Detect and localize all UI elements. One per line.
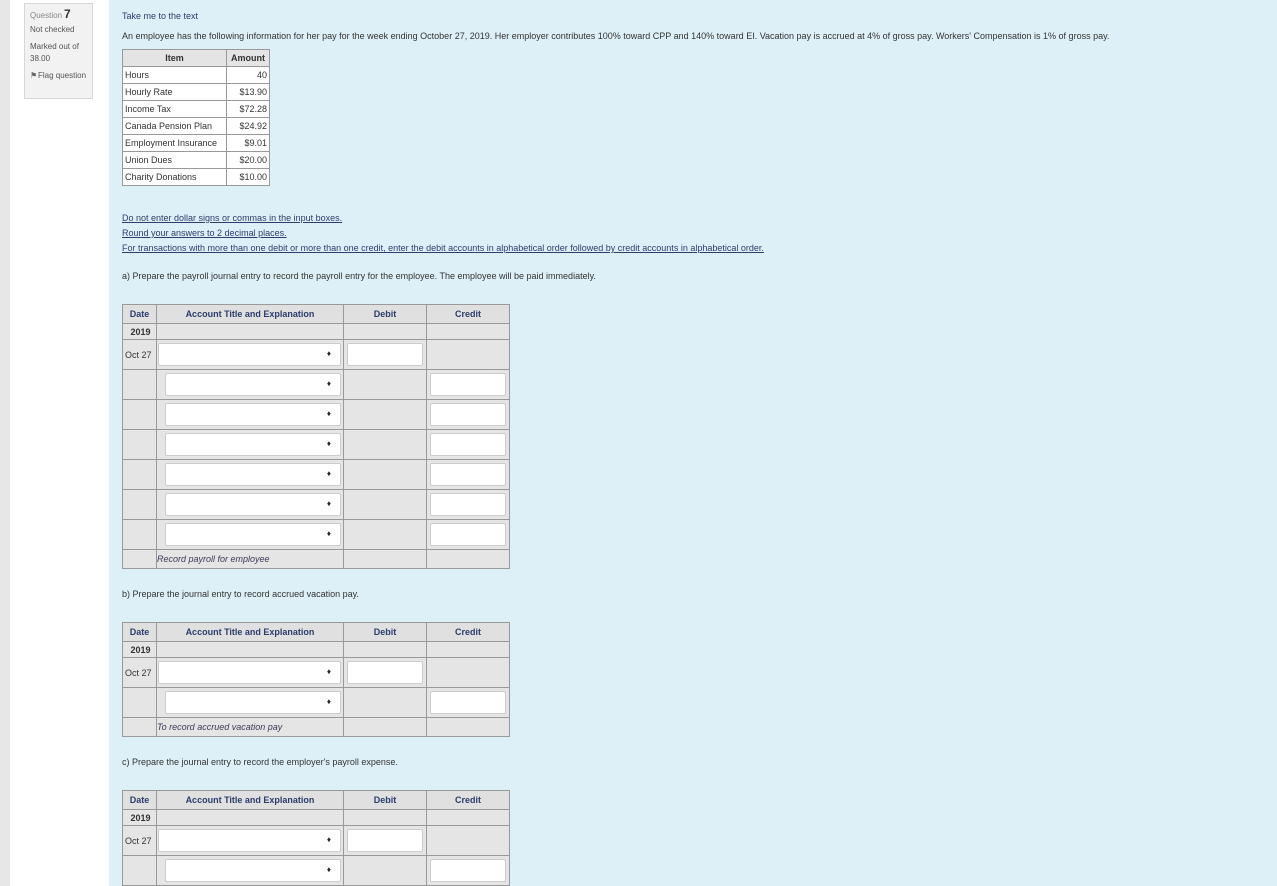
select-arrow-icon: ♦ [326, 379, 331, 388]
journal-prompt: b) Prepare the journal entry to record accrued vacation pay. [122, 589, 359, 599]
question-marks: Marked out of 38.00 [30, 42, 79, 63]
column-header-account: Account Title and Explanation [157, 305, 344, 324]
column-header-account: Account Title and Explanation [157, 623, 344, 642]
item-cell: Union Dues [123, 152, 227, 169]
year-cell: 2019 [123, 810, 157, 826]
account-select[interactable] [158, 343, 341, 366]
credit-input[interactable] [430, 463, 506, 486]
column-header-debit: Debit [344, 791, 427, 810]
debit-line [123, 340, 510, 370]
column-header-amount: Amount [227, 50, 270, 67]
flag-question-button[interactable] [30, 70, 92, 82]
pay-info-table [122, 49, 270, 186]
account-select[interactable] [165, 493, 341, 516]
credit-line [123, 856, 510, 886]
journal-table [122, 622, 510, 737]
question-info-panel [24, 3, 93, 99]
select-arrow-icon: ♦ [326, 529, 331, 538]
question-label: Question [30, 11, 63, 20]
date-cell: Oct 27 [123, 340, 157, 370]
column-header-account: Account Title and Explanation [157, 791, 344, 810]
table-row [123, 84, 270, 101]
select-arrow-icon: ♦ [326, 469, 331, 478]
table-row [123, 118, 270, 135]
column-header-debit: Debit [344, 305, 427, 324]
column-header-credit: Credit [427, 623, 510, 642]
explanation-text: To record accrued vacation pay [157, 718, 344, 737]
account-select[interactable] [165, 523, 341, 546]
explanation-row [123, 718, 510, 737]
account-select[interactable] [165, 373, 341, 396]
account-select[interactable] [165, 859, 341, 882]
account-select[interactable] [165, 463, 341, 486]
column-header-date: Date [123, 791, 157, 810]
left-margin [0, 0, 10, 886]
credit-line [123, 460, 510, 490]
item-cell: Charity Donations [123, 169, 227, 186]
select-arrow-icon: ♦ [326, 667, 331, 676]
credit-line [123, 370, 510, 400]
amount-cell: $10.00 [227, 169, 270, 186]
year-row [123, 642, 510, 658]
explanation-row [123, 550, 510, 569]
year-row [123, 810, 510, 826]
date-cell: Oct 27 [123, 658, 157, 688]
explanation-text: Record payroll for employee [157, 550, 344, 569]
instruction-note: Round your answers to 2 decimal places. [122, 228, 287, 238]
account-select[interactable] [158, 829, 341, 852]
credit-line [123, 520, 510, 550]
journal-prompt: a) Prepare the payroll journal entry to record the payroll entry for the employee. The employee will be paid immediately. [122, 271, 596, 281]
question-intro: An employee has the following information for her pay for the week ending October 27, 2019. Her employer contributes 100% toward CPP and 140% toward EI. Vacation pay is accrued at 4% of gross pay. Workers' Compensation is 1% of gross pay. [122, 31, 1110, 41]
debit-line [123, 826, 510, 856]
flag-question-label: Flag question [38, 71, 87, 80]
account-select[interactable] [165, 433, 341, 456]
flag-icon: ⚑ [30, 71, 38, 80]
instructions [122, 211, 764, 256]
debit-input[interactable] [347, 343, 423, 366]
select-arrow-icon: ♦ [326, 499, 331, 508]
table-row [123, 101, 270, 118]
amount-cell: $72.28 [227, 101, 270, 118]
credit-input[interactable] [430, 859, 506, 882]
account-select[interactable] [165, 691, 341, 714]
year-cell: 2019 [123, 642, 157, 658]
select-arrow-icon: ♦ [326, 835, 331, 844]
column-header-credit: Credit [427, 305, 510, 324]
column-header-date: Date [123, 623, 157, 642]
question-content [109, 0, 1277, 886]
select-arrow-icon: ♦ [326, 865, 331, 874]
credit-line [123, 400, 510, 430]
item-cell: Hourly Rate [123, 84, 227, 101]
select-arrow-icon: ♦ [326, 409, 331, 418]
credit-line [123, 430, 510, 460]
amount-cell: $20.00 [227, 152, 270, 169]
credit-input[interactable] [430, 373, 506, 396]
debit-input[interactable] [347, 661, 423, 684]
table-row [123, 67, 270, 84]
table-row [123, 135, 270, 152]
amount-cell: 40 [227, 67, 270, 84]
select-arrow-icon: ♦ [326, 439, 331, 448]
item-cell: Income Tax [123, 101, 227, 118]
table-row [123, 169, 270, 186]
credit-input[interactable] [430, 523, 506, 546]
date-cell: Oct 27 [123, 826, 157, 856]
select-arrow-icon: ♦ [326, 349, 331, 358]
column-header-credit: Credit [427, 791, 510, 810]
instruction-note: Do not enter dollar signs or commas in the input boxes. [122, 213, 343, 223]
column-header-debit: Debit [344, 623, 427, 642]
credit-input[interactable] [430, 433, 506, 456]
column-header-date: Date [123, 305, 157, 324]
instruction-note: For transactions with more than one debit or more than one credit, enter the debit accounts in alphabetical order followed by credit accounts in alphabetical order. [122, 243, 764, 253]
question-status: Not checked [30, 25, 75, 34]
amount-cell: $13.90 [227, 84, 270, 101]
debit-input[interactable] [347, 829, 423, 852]
account-select[interactable] [165, 403, 341, 426]
item-cell: Hours [123, 67, 227, 84]
table-row [123, 152, 270, 169]
credit-line [123, 688, 510, 718]
journal-table [122, 790, 510, 886]
credit-input[interactable] [430, 403, 506, 426]
amount-cell: $24.92 [227, 118, 270, 135]
item-cell: Canada Pension Plan [123, 118, 227, 135]
credit-input[interactable] [430, 493, 506, 516]
amount-cell: $9.01 [227, 135, 270, 152]
journal-table [122, 304, 510, 569]
journal-prompt: c) Prepare the journal entry to record the employer's payroll expense. [122, 757, 398, 767]
item-cell: Employment Insurance [123, 135, 227, 152]
credit-input[interactable] [430, 691, 506, 714]
debit-line [123, 658, 510, 688]
year-row [123, 324, 510, 340]
account-select[interactable] [158, 661, 341, 684]
question-number: 7 [64, 7, 71, 21]
year-cell: 2019 [123, 324, 157, 340]
credit-line [123, 490, 510, 520]
take-me-to-text-link[interactable]: Take me to the text [122, 11, 199, 21]
column-header-item: Item [123, 50, 227, 67]
select-arrow-icon: ♦ [326, 697, 331, 706]
